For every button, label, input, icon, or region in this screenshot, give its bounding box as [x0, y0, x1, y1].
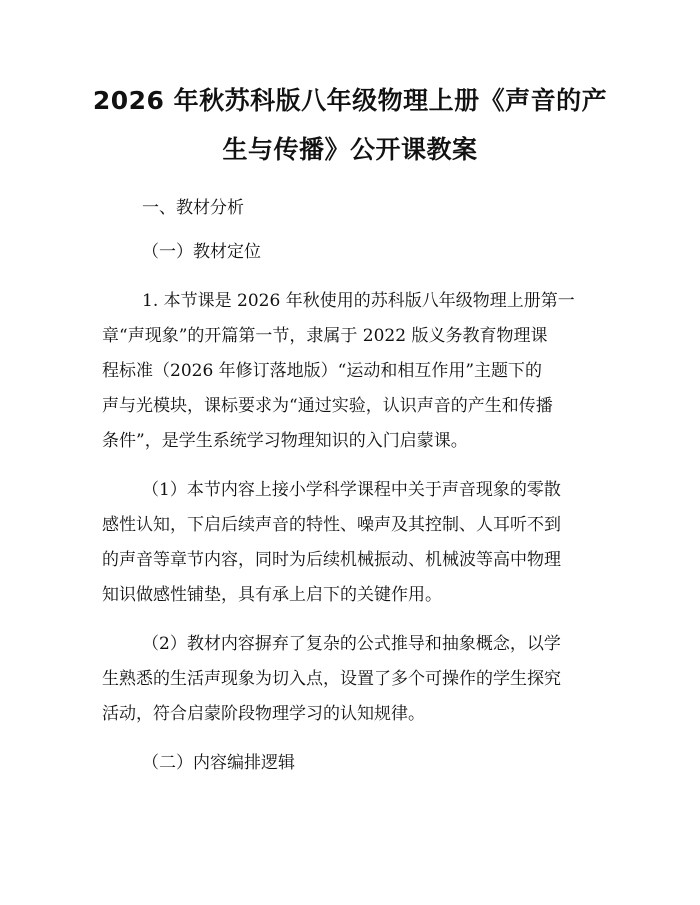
- section-heading-textbook-analysis: 一、教材分析: [142, 198, 244, 218]
- paragraph-1-line-1: 1. 本节课是 2026 年秋使用的苏科版八年级物理上册第一: [142, 291, 575, 311]
- subsection-heading-content-logic: （二）内容编排逻辑: [142, 753, 295, 773]
- paragraph-3-line-1: （2）教材内容摒弃了复杂的公式推导和抽象概念，以学: [142, 634, 561, 654]
- paragraph-3-line-3: 活动，符合启蒙阶段物理学习的认知规律。: [102, 704, 425, 724]
- paragraph-1-line-3: 程标准（2026 年修订落地版）“运动和相互作用”主题下的: [102, 361, 543, 381]
- paragraph-1-line-4: 声与光模块，课标要求为“通过实验，认识声音的产生和传播: [102, 396, 553, 416]
- paragraph-2-line-3: 的声音等章节内容，同时为后续机械振动、机械波等高中物理: [102, 550, 561, 570]
- paragraph-2-line-2: 感性认知，下启后续声音的特性、噪声及其控制、人耳听不到: [102, 515, 561, 535]
- document-title-line-2: 生与传播》公开课教案: [222, 135, 478, 164]
- paragraph-1-line-5: 条件”，是学生系统学习物理知识的入门启蒙课。: [102, 431, 468, 451]
- paragraph-3-line-2: 生熟悉的生活声现象为切入点，设置了多个可操作的学生探究: [102, 669, 561, 689]
- document-title-line-1: 2026 年秋苏科版八年级物理上册《声音的产: [92, 86, 608, 115]
- paragraph-2-line-4: 知识做感性铺垫，具有承上启下的关键作用。: [102, 585, 442, 605]
- subsection-heading-positioning: （一）教材定位: [142, 242, 261, 262]
- paragraph-1-line-2: 章“声现象”的开篇第一节，隶属于 2022 版义务教育物理课: [102, 326, 548, 346]
- paragraph-2-line-1: （1）本节内容上接小学科学课程中关于声音现象的零散: [142, 480, 561, 500]
